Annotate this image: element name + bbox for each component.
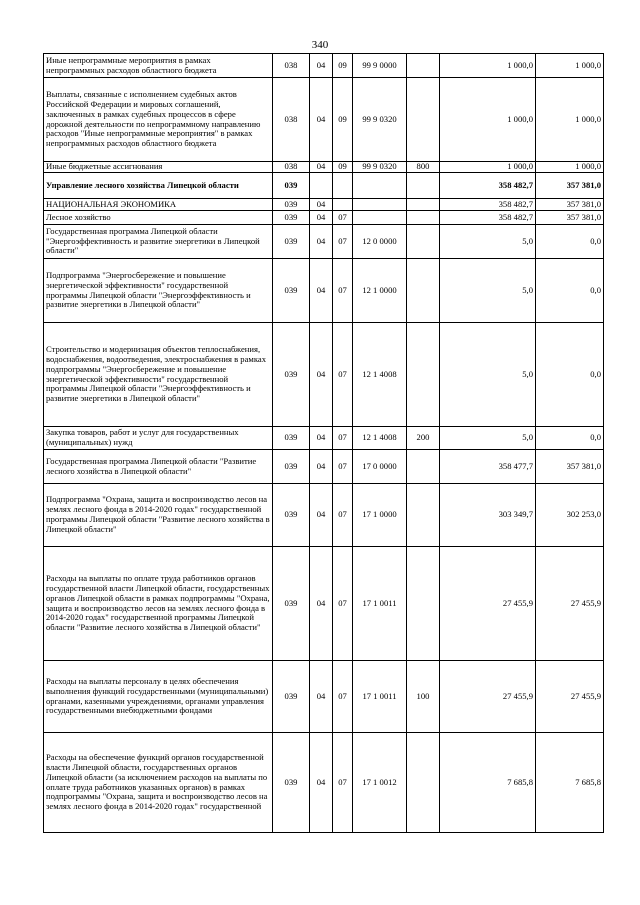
row-name: Закупка товаров, работ и услуг для государственных (муниципальных) нужд xyxy=(44,427,273,450)
row-ved-code: 039 xyxy=(273,484,310,547)
row-subsection-code: 07 xyxy=(333,225,353,259)
row-amount-1: 27 455,9 xyxy=(440,661,536,733)
row-amount-2: 0,0 xyxy=(536,225,604,259)
row-expense-type-code xyxy=(407,173,440,199)
row-expense-type-code xyxy=(407,450,440,484)
row-name: Расходы на обеспечение функций органов государственной власти Липецкой области, государственных органов Липецкой области (за исключением расходов на выплаты по оплате труда работников указанных органов) в рамках подпрограммы "Охрана, защита и воспроизводство лесов на землях лесного фонда в 2014-2020 годах" государственной xyxy=(44,733,273,833)
budget-table-body xyxy=(44,54,604,833)
row-name: Выплаты, связанные с исполнением судебных актов Российской Федерации и мировых соглашений, заключенных в рамках судебных процессов в сфере дорожной деятельности по непрограммному направлению расходов "Иные непрограммные мероприятия" в рамках непрограммных расходов областного бюджета xyxy=(44,78,273,162)
row-target-code xyxy=(353,211,407,225)
row-name: Расходы на выплаты персоналу в целях обеспечения выполнения функций государственными (муниципальными) органами, казенными учреждениями, органами управления государственными внебюджетными фондами xyxy=(44,661,273,733)
row-ved-code: 039 xyxy=(273,211,310,225)
row-expense-type-code xyxy=(407,225,440,259)
row-target-code: 17 0 0000 xyxy=(353,450,407,484)
row-amount-2: 1 000,0 xyxy=(536,54,604,78)
table-row xyxy=(44,450,604,484)
row-name: НАЦИОНАЛЬНАЯ ЭКОНОМИКА xyxy=(44,199,273,211)
row-expense-type-code xyxy=(407,733,440,833)
row-ved-code: 039 xyxy=(273,323,310,427)
table-row xyxy=(44,211,604,225)
row-target-code: 99 9 0320 xyxy=(353,162,407,173)
row-ved-code: 039 xyxy=(273,259,310,323)
table-row xyxy=(44,162,604,173)
row-subsection-code: 07 xyxy=(333,259,353,323)
row-expense-type-code xyxy=(407,78,440,162)
row-amount-2: 357 381,0 xyxy=(536,199,604,211)
row-name: Строительство и модернизация объектов теплоснабжения, водоснабжения, водоотведения, электроснабжения в рамках подпрограммы "Энергосбережение и повышение энергетической эффективности" государственной программы Липецкой области "Энергоэффективность и развитие энергетики в Липецкой области" xyxy=(44,323,273,427)
row-name: Лесное хозяйство xyxy=(44,211,273,225)
row-subsection-code: 07 xyxy=(333,733,353,833)
row-section-code: 04 xyxy=(310,162,333,173)
table-row xyxy=(44,484,604,547)
table-row xyxy=(44,259,604,323)
row-ved-code: 039 xyxy=(273,199,310,211)
row-subsection-code: 09 xyxy=(333,78,353,162)
row-section-code xyxy=(310,173,333,199)
row-amount-2: 7 685,8 xyxy=(536,733,604,833)
row-target-code xyxy=(353,199,407,211)
row-expense-type-code xyxy=(407,323,440,427)
row-amount-1: 5,0 xyxy=(440,323,536,427)
row-amount-1: 1 000,0 xyxy=(440,78,536,162)
row-amount-1: 358 482,7 xyxy=(440,211,536,225)
budget-table xyxy=(43,53,604,833)
row-amount-2: 1 000,0 xyxy=(536,78,604,162)
row-amount-1: 1 000,0 xyxy=(440,162,536,173)
table-row xyxy=(44,78,604,162)
row-target-code: 17 1 0012 xyxy=(353,733,407,833)
row-amount-1: 1 000,0 xyxy=(440,54,536,78)
row-section-code: 04 xyxy=(310,450,333,484)
row-subsection-code: 07 xyxy=(333,661,353,733)
row-name: Государственная программа Липецкой области "Энергоэффективность и развитие энергетики в Липецкой области" xyxy=(44,225,273,259)
row-amount-2: 302 253,0 xyxy=(536,484,604,547)
row-amount-2: 357 381,0 xyxy=(536,450,604,484)
row-amount-1: 7 685,8 xyxy=(440,733,536,833)
row-expense-type-code xyxy=(407,484,440,547)
row-expense-type-code: 200 xyxy=(407,427,440,450)
row-name: Управление лесного хозяйства Липецкой области xyxy=(44,173,273,199)
row-section-code: 04 xyxy=(310,547,333,661)
row-amount-2: 357 381,0 xyxy=(536,211,604,225)
row-ved-code: 038 xyxy=(273,162,310,173)
table-row xyxy=(44,225,604,259)
row-expense-type-code xyxy=(407,54,440,78)
row-subsection-code xyxy=(333,199,353,211)
row-amount-2: 357 381,0 xyxy=(536,173,604,199)
row-ved-code: 038 xyxy=(273,78,310,162)
row-target-code: 17 1 0000 xyxy=(353,484,407,547)
table-row xyxy=(44,661,604,733)
row-amount-1: 358 482,7 xyxy=(440,173,536,199)
row-ved-code: 039 xyxy=(273,661,310,733)
row-ved-code: 039 xyxy=(273,547,310,661)
table-row xyxy=(44,173,604,199)
row-subsection-code: 07 xyxy=(333,484,353,547)
row-ved-code: 039 xyxy=(273,450,310,484)
table-row xyxy=(44,199,604,211)
row-subsection-code: 09 xyxy=(333,54,353,78)
row-expense-type-code: 100 xyxy=(407,661,440,733)
row-amount-1: 27 455,9 xyxy=(440,547,536,661)
row-subsection-code: 07 xyxy=(333,450,353,484)
row-section-code: 04 xyxy=(310,733,333,833)
row-amount-1: 5,0 xyxy=(440,427,536,450)
row-section-code: 04 xyxy=(310,661,333,733)
row-amount-2: 0,0 xyxy=(536,427,604,450)
row-expense-type-code xyxy=(407,199,440,211)
row-section-code: 04 xyxy=(310,225,333,259)
row-subsection-code: 07 xyxy=(333,323,353,427)
row-name: Расходы на выплаты по оплате труда работников органов государственной власти Липецкой области, государственных органов Липецкой области в рамках подпрограммы "Охрана, защита и воспроизводство лесов на землях лесного фонда в 2014-2020 годах" государственной программы Липецкой области "Развитие лесного хозяйства в Липецкой области" xyxy=(44,547,273,661)
row-ved-code: 039 xyxy=(273,427,310,450)
row-section-code: 04 xyxy=(310,211,333,225)
row-amount-2: 0,0 xyxy=(536,323,604,427)
table-row xyxy=(44,547,604,661)
row-ved-code: 039 xyxy=(273,173,310,199)
row-section-code: 04 xyxy=(310,323,333,427)
row-ved-code: 038 xyxy=(273,54,310,78)
row-target-code: 12 1 0000 xyxy=(353,259,407,323)
row-amount-1: 358 482,7 xyxy=(440,199,536,211)
row-target-code: 17 1 0011 xyxy=(353,661,407,733)
row-target-code: 12 0 0000 xyxy=(353,225,407,259)
row-amount-2: 0,0 xyxy=(536,259,604,323)
row-subsection-code xyxy=(333,173,353,199)
row-expense-type-code: 800 xyxy=(407,162,440,173)
row-amount-1: 5,0 xyxy=(440,259,536,323)
page-number: 340 xyxy=(311,39,329,51)
row-name: Иные бюджетные ассигнования xyxy=(44,162,273,173)
row-amount-1: 5,0 xyxy=(440,225,536,259)
row-target-code: 17 1 0011 xyxy=(353,547,407,661)
row-expense-type-code xyxy=(407,547,440,661)
row-target-code: 99 9 0320 xyxy=(353,78,407,162)
row-subsection-code: 09 xyxy=(333,162,353,173)
row-expense-type-code xyxy=(407,211,440,225)
row-amount-2: 27 455,9 xyxy=(536,547,604,661)
row-target-code: 99 9 0000 xyxy=(353,54,407,78)
row-section-code: 04 xyxy=(310,199,333,211)
row-ved-code: 039 xyxy=(273,733,310,833)
row-expense-type-code xyxy=(407,259,440,323)
row-amount-1: 303 349,7 xyxy=(440,484,536,547)
row-subsection-code: 07 xyxy=(333,547,353,661)
row-name: Иные непрограммные мероприятия в рамках непрограммных расходов областного бюджета xyxy=(44,54,273,78)
row-amount-2: 1 000,0 xyxy=(536,162,604,173)
row-name: Государственная программа Липецкой области "Развитие лесного хозяйства в Липецкой области" xyxy=(44,450,273,484)
table-row xyxy=(44,54,604,78)
row-section-code: 04 xyxy=(310,484,333,547)
row-target-code: 12 1 4008 xyxy=(353,323,407,427)
row-target-code: 12 1 4008 xyxy=(353,427,407,450)
table-row xyxy=(44,427,604,450)
table-row xyxy=(44,323,604,427)
row-name: Подпрограмма "Энергосбережение и повышение энергетической эффективности" государственной программы Липецкой области "Энергоэффективность и развитие энергетики в Липецкой области" xyxy=(44,259,273,323)
row-target-code xyxy=(353,173,407,199)
row-amount-2: 27 455,9 xyxy=(536,661,604,733)
row-subsection-code: 07 xyxy=(333,211,353,225)
row-ved-code: 039 xyxy=(273,225,310,259)
row-section-code: 04 xyxy=(310,78,333,162)
row-section-code: 04 xyxy=(310,427,333,450)
row-amount-1: 358 477,7 xyxy=(440,450,536,484)
row-subsection-code: 07 xyxy=(333,427,353,450)
row-section-code: 04 xyxy=(310,259,333,323)
table-row xyxy=(44,733,604,833)
row-name: Подпрограмма "Охрана, защита и воспроизводство лесов на землях лесного фонда в 2014-2020 годах" государственной программы Липецкой области "Развитие лесного хозяйства в Липецкой области" xyxy=(44,484,273,547)
row-section-code: 04 xyxy=(310,54,333,78)
